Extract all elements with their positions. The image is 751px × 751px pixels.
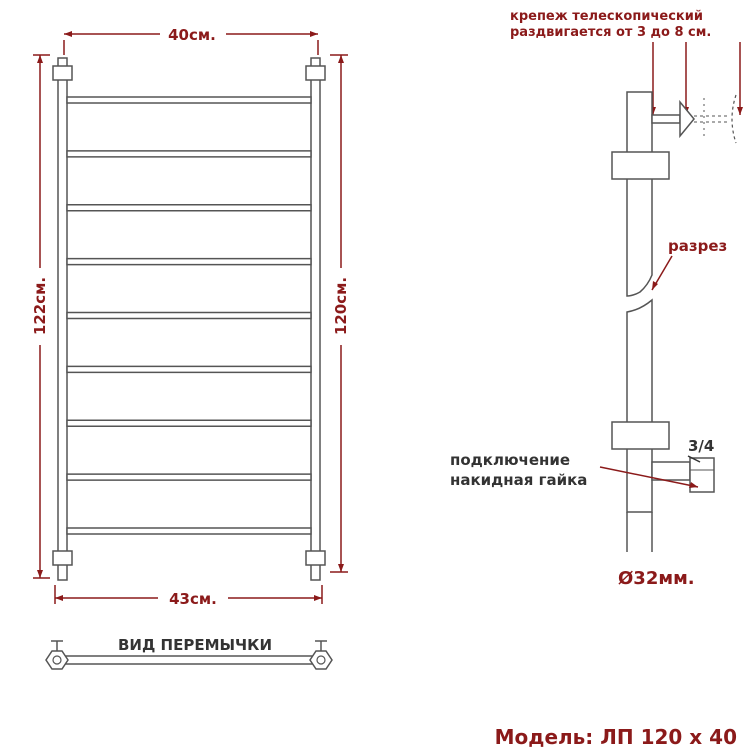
right-jumper-nut bbox=[310, 651, 332, 669]
connection-label-line1: подключение bbox=[450, 451, 571, 469]
top-width-label: 40см. bbox=[168, 26, 216, 44]
left-pipe bbox=[58, 58, 67, 580]
connection-label-line2: накидная гайка bbox=[450, 471, 588, 489]
rung bbox=[67, 313, 311, 319]
left-top-bracket bbox=[53, 66, 72, 80]
side-top-bracket bbox=[612, 152, 669, 179]
mount-label-line2: раздвигается от 3 до 8 см. bbox=[510, 25, 712, 40]
side-pipe-upper bbox=[627, 92, 652, 296]
rung bbox=[67, 259, 311, 265]
jumper-view bbox=[46, 636, 332, 669]
rungs bbox=[67, 97, 311, 534]
inner-height-dimension bbox=[330, 55, 350, 572]
inner-height-label: 120см. bbox=[332, 276, 350, 336]
model-label: Модель: ЛП 120 x 40 bbox=[494, 725, 737, 749]
right-top-bracket bbox=[306, 66, 325, 80]
right-bottom-bracket bbox=[306, 551, 325, 565]
rung bbox=[67, 366, 311, 372]
rung bbox=[67, 528, 311, 534]
side-view bbox=[450, 9, 743, 589]
rung bbox=[67, 97, 311, 103]
rung bbox=[67, 474, 311, 480]
right-pipe bbox=[311, 58, 320, 580]
diameter-label: Ø32мм. bbox=[618, 568, 695, 589]
top-width-dimension bbox=[64, 26, 318, 55]
left-jumper-nut bbox=[46, 651, 68, 669]
rung bbox=[67, 205, 311, 211]
mount-label-line1: крепеж телескопический bbox=[510, 9, 703, 24]
rung bbox=[67, 420, 311, 426]
outer-height-dimension bbox=[31, 55, 50, 578]
bottom-width-dimension bbox=[55, 585, 322, 608]
front-view bbox=[31, 26, 350, 608]
cut-label: разрез bbox=[668, 237, 728, 255]
side-bottom-bracket bbox=[612, 422, 669, 449]
jumper-view-title: ВИД ПЕРЕМЫЧКИ bbox=[117, 636, 273, 654]
telescopic-mount bbox=[652, 95, 736, 143]
rung bbox=[67, 151, 311, 157]
outer-height-label: 122см. bbox=[31, 276, 49, 336]
connection-fitting bbox=[652, 458, 714, 492]
bottom-width-label: 43см. bbox=[169, 590, 217, 608]
side-pipe-lower bbox=[627, 300, 652, 512]
left-bottom-bracket bbox=[53, 551, 72, 565]
thread-size-label: 3/4 bbox=[688, 437, 715, 455]
